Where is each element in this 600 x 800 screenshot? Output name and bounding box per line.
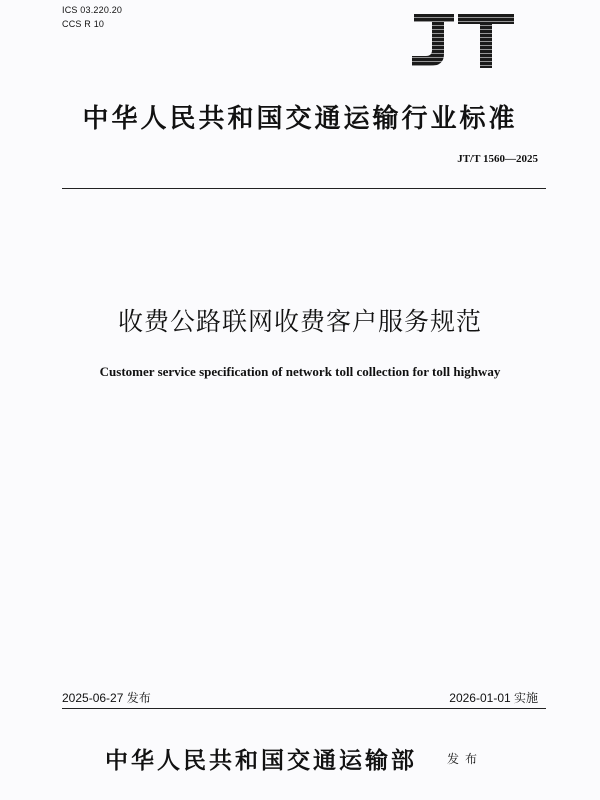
industry-standard-heading: 中华人民共和国交通运输行业标准 bbox=[82, 104, 518, 134]
bottom-divider bbox=[62, 708, 546, 709]
jt-logo-graphic bbox=[400, 6, 520, 72]
publisher-action: 发布 bbox=[447, 752, 484, 766]
standard-number: JT/T 1560—2025 bbox=[457, 153, 538, 165]
ics-code: ICS 03.220.20 bbox=[62, 5, 123, 15]
publisher-name: 中华人民共和国交通运输部 bbox=[105, 748, 417, 774]
document-title-chinese: 收费公路联网收费客户服务规范 bbox=[117, 307, 482, 336]
document-title-english: Customer service specification of network toll collection for toll highway bbox=[99, 364, 501, 379]
ccs-code: CCS R 10 bbox=[62, 19, 105, 29]
top-divider bbox=[62, 188, 546, 189]
implementation-date: 2026-01-01 实施 bbox=[449, 691, 538, 705]
issue-date: 2025-06-27 发布 bbox=[62, 691, 151, 705]
classification-codes bbox=[62, 3, 122, 31]
jt-logo bbox=[400, 6, 520, 72]
